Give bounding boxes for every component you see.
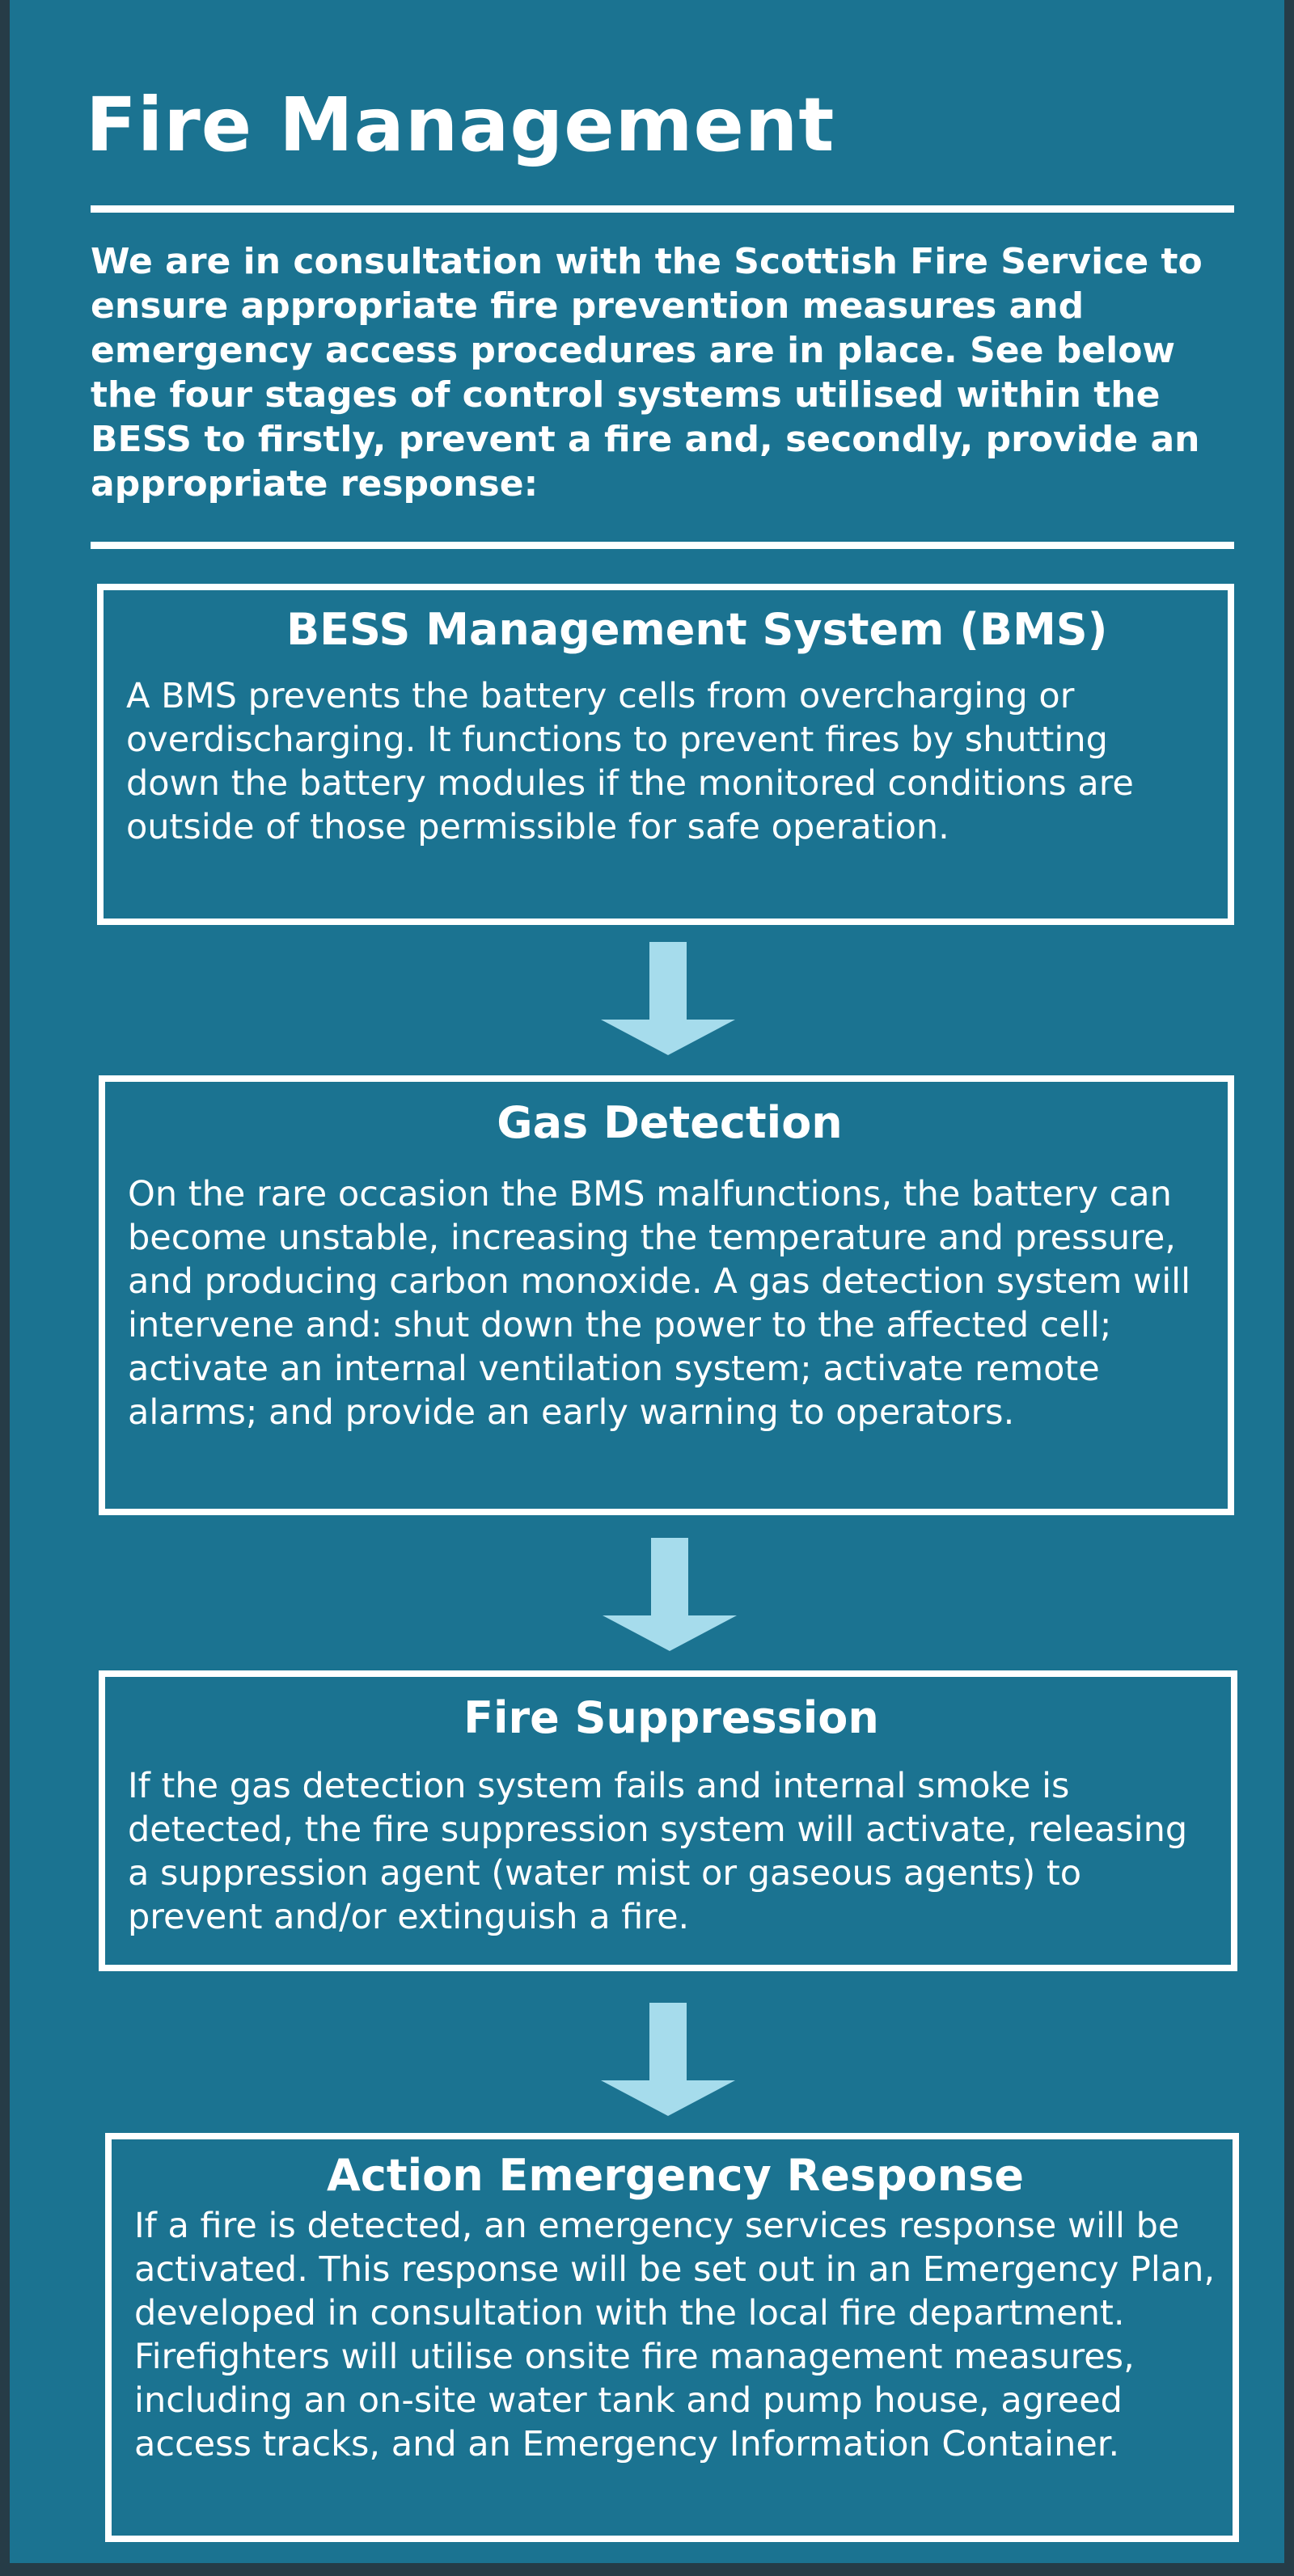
stage-title-fire-suppression: Fire Suppression bbox=[463, 1692, 879, 1743]
stage-title-bms: BESS Management System (BMS) bbox=[286, 604, 1108, 655]
stage-card-action-emergency-response bbox=[105, 2133, 1239, 2542]
intro-divider bbox=[91, 542, 1234, 549]
title-divider bbox=[91, 205, 1234, 213]
stage-title-action-emergency-response: Action Emergency Response bbox=[327, 2150, 1024, 2201]
arrow-down-icon bbox=[601, 2003, 735, 2116]
intro-text: We are in consultation with the Scottish Fire Service to ensure appropriate fire prevention measures and emergency access procedures are in place. See below the four stages of control systems utilised within the BESS to firstly, prevent a fire and, secondly, provide an appropriate response: bbox=[91, 241, 1203, 505]
stage-card-gas-detection bbox=[99, 1075, 1234, 1515]
arrow-down-icon bbox=[603, 1538, 737, 1651]
stage-body-action-emergency-response: If a fire is detected, an emergency services response will be activated. This response will be set out in an Emergency Plan, developed in consultation with the local fire department. Firefighters will utilise onsite fire management measures, including an on-site water tank and pump house, agreed access tracks, and an Emergency Information Container. bbox=[134, 2206, 1216, 2464]
stage-body-bms: A BMS prevents the battery cells from overcharging or overdischarging. It functions to prevent fires by shutting down the battery modules if the monitored conditions are outside of those permissible for safe operation. bbox=[126, 676, 1134, 847]
arrow-down-icon bbox=[601, 942, 735, 1055]
stage-title-gas-detection: Gas Detection bbox=[497, 1097, 843, 1148]
fire-management-panel bbox=[10, 0, 1284, 2563]
stage-card-bms bbox=[97, 584, 1234, 925]
stage-body-fire-suppression: If the gas detection system fails and internal smoke is detected, the fire suppression system will activate, releasing a suppression agent (water mist or gaseous agents) to prevent and/or extinguish a fire. bbox=[128, 1766, 1188, 1937]
page-title: Fire Management bbox=[86, 82, 835, 168]
stage-body-gas-detection: On the rare occasion the BMS malfunctions, the battery can become unstable, increasing the temperature and pressure, and producing carbon monoxide. A gas detection system will intervene and: shut down the power to the affected cell; activate an internal ventilation system; activate remote alarms; and provide an early warning to operators. bbox=[128, 1174, 1191, 1433]
stage-card-fire-suppression bbox=[99, 1670, 1237, 1971]
